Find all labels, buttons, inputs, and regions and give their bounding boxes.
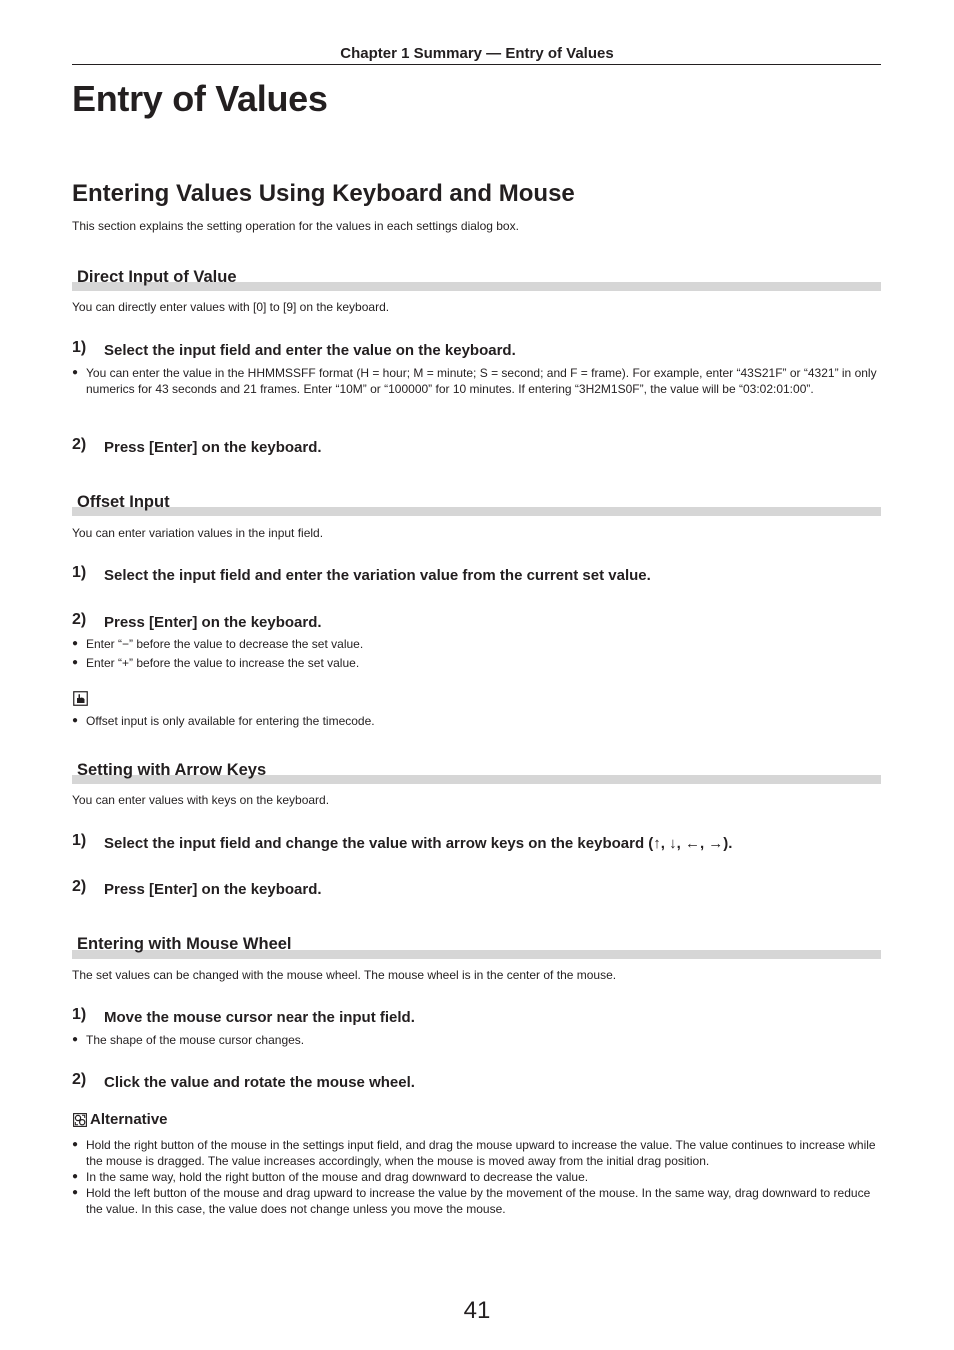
step-number: 1) xyxy=(72,339,87,356)
step-text: Move the mouse cursor near the input field. xyxy=(104,1009,415,1026)
list-item-text: Hold the right button of the mouse in the settings input field, and drag the mouse upward to increase the value. The value continues to increase while the mouse is dragged. The value increases accordingly, when the mouse is moved away from the initial drag position. xyxy=(86,1138,876,1168)
subsection-title-offset-input: Offset Input xyxy=(77,493,170,511)
bullet-icon: ● xyxy=(72,1034,79,1045)
step-text: Select the input field and enter the value on the keyboard. xyxy=(104,342,516,359)
list-item-text: In the same way, hold the right button of the mouse and drag downward to decrease the value. xyxy=(86,1170,589,1184)
alternative-icon xyxy=(73,1113,87,1127)
section-bar-offset-input xyxy=(72,507,881,516)
section-heading: Entering Values Using Keyboard and Mouse xyxy=(72,180,575,207)
header-rule xyxy=(72,64,881,65)
chapter-header: Chapter 1 Summary — Entry of Values xyxy=(340,45,614,62)
page-number: 41 xyxy=(463,1297,491,1324)
subsection-title-direct-input: Direct Input of Value xyxy=(77,268,237,286)
alternative-label: Alternative xyxy=(90,1111,168,1128)
list-item xyxy=(72,365,882,397)
list-item-text: Hold the left button of the mouse and drag upward to increase the value by the movement of the mouse. In the same way, drag downward to reduce the value. In this case, the value does not change unless you move the mouse. xyxy=(86,1186,871,1216)
list-item-text: The shape of the mouse cursor changes. xyxy=(86,1033,305,1047)
arrow-keys-desc: You can enter values with keys on the keyboard. xyxy=(72,793,330,807)
step-text: Select the input field and change the value with arrow keys on the keyboard (↑, ↓, ←, →). xyxy=(104,835,733,852)
step-text: Press [Enter] on the keyboard. xyxy=(104,881,322,898)
direct-input-desc: You can directly enter values with [0] to [9] on the keyboard. xyxy=(72,300,390,314)
step-number: 2) xyxy=(72,1071,87,1088)
subsection-title-mouse-wheel: Entering with Mouse Wheel xyxy=(77,935,292,953)
bullet-icon: ● xyxy=(72,1139,79,1150)
bullet-icon: ● xyxy=(72,657,79,668)
list-item-text: Enter “+” before the value to increase the set value. xyxy=(86,656,360,670)
step-number: 1) xyxy=(72,1006,87,1023)
step-text: Press [Enter] on the keyboard. xyxy=(104,439,322,456)
bullet-icon: ● xyxy=(72,1187,79,1198)
step-number: 2) xyxy=(72,611,87,628)
mouse-wheel-desc: The set values can be changed with the mouse wheel. The mouse wheel is in the center of the mouse. xyxy=(72,968,617,982)
list-item xyxy=(72,1169,882,1185)
list-item xyxy=(72,1185,882,1217)
list-item xyxy=(72,636,882,652)
step-number: 1) xyxy=(72,832,87,849)
step-text: Click the value and rotate the mouse wheel. xyxy=(104,1074,415,1091)
list-item-text: You can enter the value in the HHMMSSFF format (H = hour; M = minute; S = second; and F = frame). For example, enter “43S21F” or “4321” in only numerics for 43 seconds and 21 frames. Enter “10M” or “100000” for 10 minutes. If entering “3H2M1S0F”, the value will be “03:02:01:00”. xyxy=(86,366,877,396)
list-item xyxy=(72,655,882,671)
bullet-icon: ● xyxy=(72,1171,79,1182)
step-number: 2) xyxy=(72,878,87,895)
offset-input-desc: You can enter variation values in the input field. xyxy=(72,526,324,540)
page-title: Entry of Values xyxy=(72,78,328,119)
list-item-text: Enter “−” before the value to decrease the set value. xyxy=(86,637,364,651)
section-intro: This section explains the setting operation for the values in each settings dialog box. xyxy=(72,219,519,233)
list-item xyxy=(72,1032,882,1048)
step-text: Press [Enter] on the keyboard. xyxy=(104,614,322,631)
list-item xyxy=(72,713,882,729)
bullet-icon: ● xyxy=(72,367,79,378)
step-number: 1) xyxy=(72,564,87,581)
step-text: Select the input field and enter the variation value from the current set value. xyxy=(104,567,651,584)
list-item xyxy=(72,1137,882,1169)
step-number: 2) xyxy=(72,436,87,453)
bullet-icon: ● xyxy=(72,715,79,726)
note-icon xyxy=(73,691,88,706)
note-text: Offset input is only available for entering the timecode. xyxy=(86,714,375,728)
subsection-title-arrow-keys: Setting with Arrow Keys xyxy=(77,761,267,779)
bullet-icon: ● xyxy=(72,638,79,649)
